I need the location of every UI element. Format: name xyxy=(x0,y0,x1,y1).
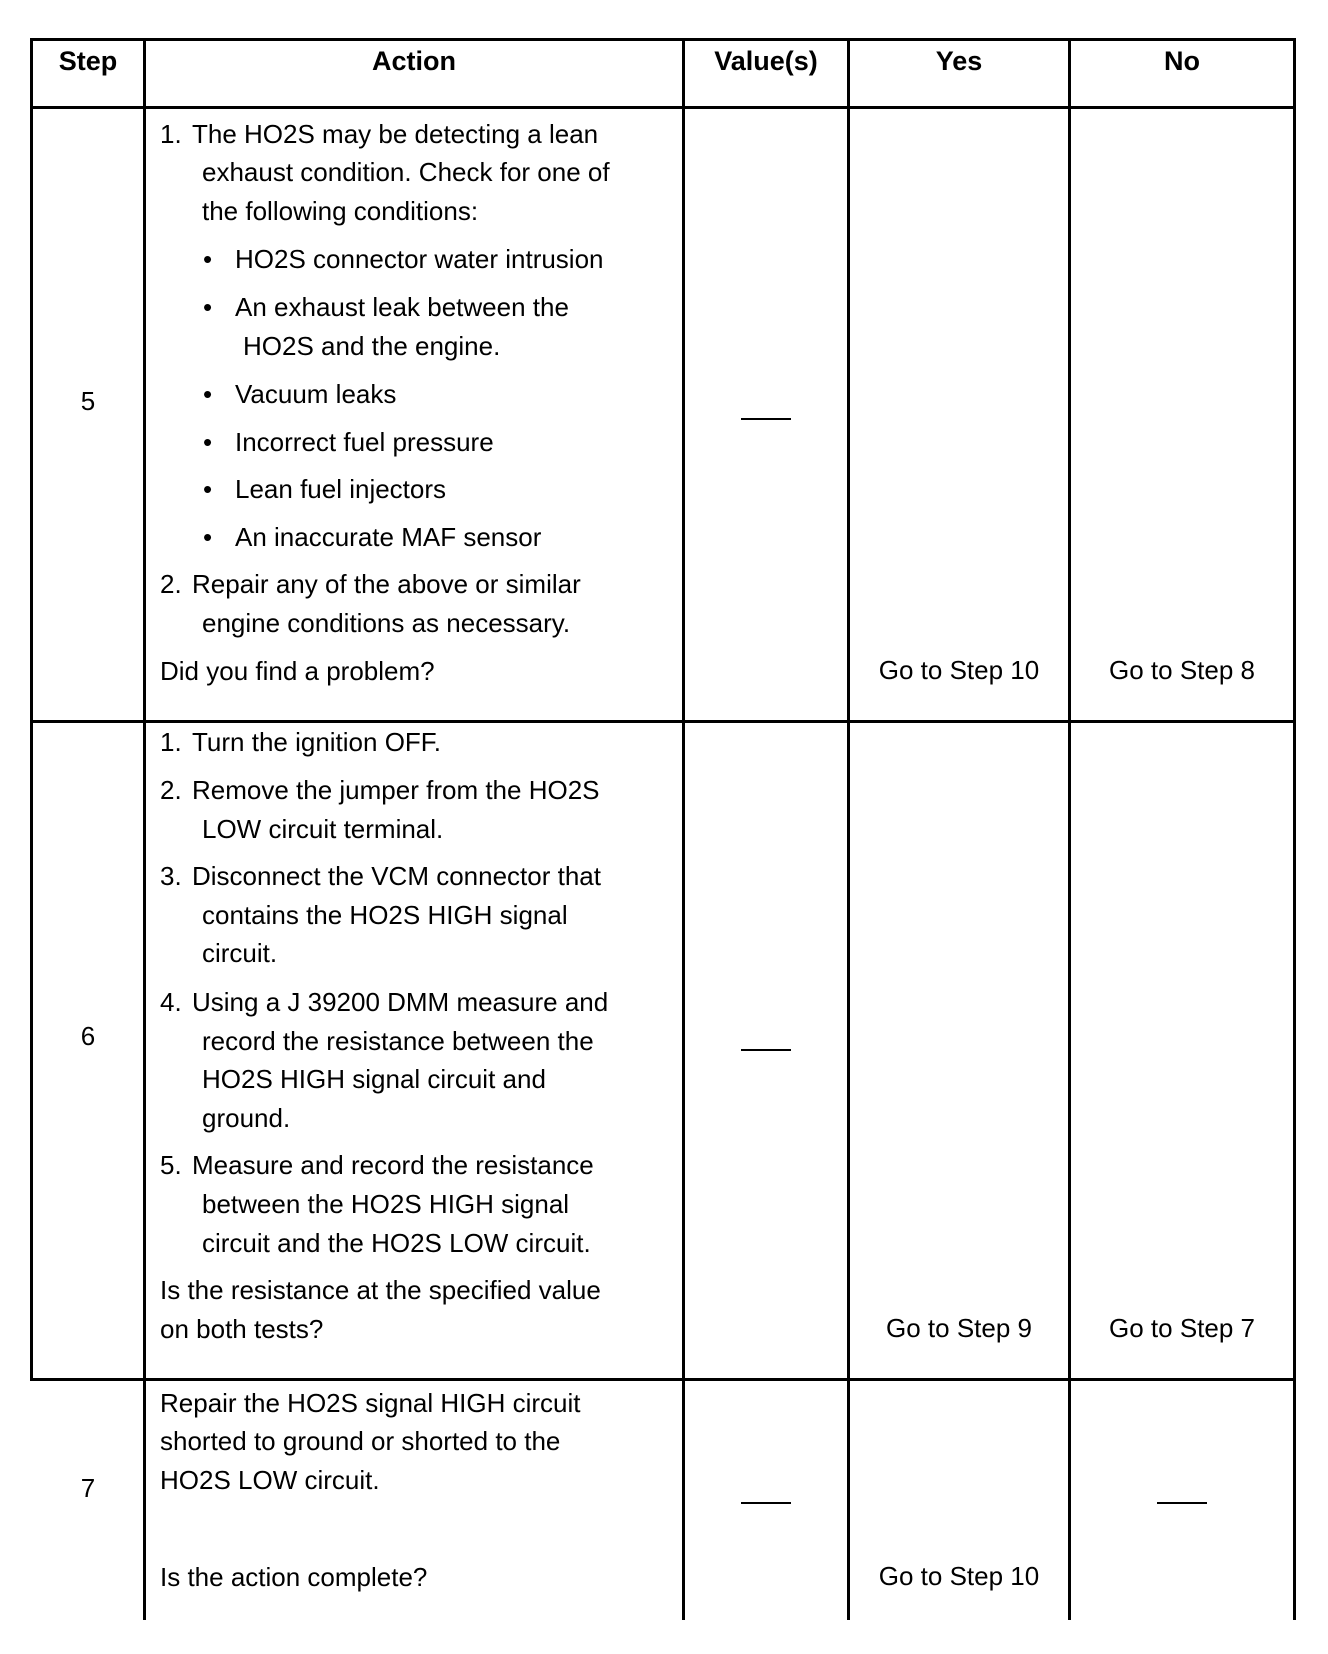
row6-item4-line2: record the resistance between the xyxy=(202,1026,594,1056)
row6-item3-line2: contains the HO2S HIGH signal xyxy=(202,900,568,930)
col-divider-value-yes xyxy=(847,38,850,1620)
header-no: No xyxy=(1164,46,1200,76)
row5-bullet-5: Lean fuel injectors xyxy=(235,474,447,504)
row5-item2-line1: Repair any of the above or similar xyxy=(192,569,581,599)
col-divider-yes-no xyxy=(1068,38,1071,1620)
row5-question: Did you find a problem? xyxy=(160,656,435,686)
row6-yes: Go to Step 9 xyxy=(886,1313,1032,1343)
row5-item1-line3: the following conditions: xyxy=(202,196,479,226)
row5-bullet-2: An exhaust leak between the xyxy=(235,292,569,322)
bullet-dot: • xyxy=(203,292,213,322)
row5-item2-num: 2. xyxy=(160,569,182,599)
row6-item4-line3: HO2S HIGH signal circuit and xyxy=(202,1064,546,1094)
row6-item2-line1: Remove the jumper from the HO2S xyxy=(192,775,600,805)
row6-item4-num: 4. xyxy=(160,987,182,1017)
header-values: Value(s) xyxy=(714,46,818,76)
header-step: Step xyxy=(58,46,118,76)
row-divider-6-7 xyxy=(30,1378,1296,1381)
row6-question-line1: Is the resistance at the specified value xyxy=(160,1275,601,1305)
row6-item3-line3: circuit. xyxy=(202,938,278,968)
row5-item2-line2: engine conditions as necessary. xyxy=(202,608,571,638)
row7-line1: Repair the HO2S signal HIGH circuit xyxy=(160,1388,581,1418)
row6-item3-num: 3. xyxy=(160,861,182,891)
row6-item4-line4: ground. xyxy=(202,1103,291,1133)
row6-value-dash xyxy=(741,1049,791,1051)
row6-item2-line2: LOW circuit terminal. xyxy=(202,814,444,844)
row5-bullet-6: An inaccurate MAF sensor xyxy=(235,522,542,552)
row5-no: Go to Step 8 xyxy=(1109,655,1255,685)
header-yes: Yes xyxy=(935,46,983,76)
row7-question: Is the action complete? xyxy=(160,1562,428,1592)
row6-question-line2: on both tests? xyxy=(160,1314,324,1344)
row5-item1-line2: exhaust condition. Check for one of xyxy=(202,157,610,187)
row5-item1-line1: The HO2S may be detecting a lean xyxy=(192,119,599,149)
row6-no: Go to Step 7 xyxy=(1109,1313,1255,1343)
row5-bullet-3: Vacuum leaks xyxy=(235,379,397,409)
row5-bullet-2-cont: HO2S and the engine. xyxy=(243,331,501,361)
step-number-6: 6 xyxy=(80,1021,96,1051)
row7-line2: shorted to ground or shorted to the xyxy=(160,1426,561,1456)
header-action: Action xyxy=(372,46,456,76)
bullet-dot: • xyxy=(203,474,213,504)
row6-item1-line1: Turn the ignition OFF. xyxy=(192,727,442,757)
row6-item5-line2: between the HO2S HIGH signal xyxy=(202,1189,570,1219)
header-divider xyxy=(30,106,1296,109)
row6-item5-line3: circuit and the HO2S LOW circuit. xyxy=(202,1228,591,1258)
row7-value-dash xyxy=(741,1502,791,1504)
bullet-dot: • xyxy=(203,379,213,409)
bullet-dot: • xyxy=(203,244,213,274)
row7-yes: Go to Step 10 xyxy=(878,1561,1040,1591)
row6-item2-num: 2. xyxy=(160,775,182,805)
row7-line3: HO2S LOW circuit. xyxy=(160,1465,380,1495)
row5-value-dash xyxy=(741,418,791,420)
bullet-dot: • xyxy=(203,427,213,457)
table-left-border xyxy=(30,38,33,1380)
step-number-7: 7 xyxy=(80,1473,96,1503)
row6-item3-line1: Disconnect the VCM connector that xyxy=(192,861,601,891)
row6-item1-num: 1. xyxy=(160,727,182,757)
col-divider-action-value xyxy=(682,38,685,1620)
col-divider-step-action xyxy=(143,38,146,1620)
table-right-border xyxy=(1293,38,1296,1620)
step-number-5: 5 xyxy=(80,386,96,416)
bullet-dot: • xyxy=(203,522,213,552)
row5-bullet-1: HO2S connector water intrusion xyxy=(235,244,604,274)
row5-yes: Go to Step 10 xyxy=(878,655,1040,685)
row6-item4-line1: Using a J 39200 DMM measure and xyxy=(192,987,609,1017)
table-top-border xyxy=(30,38,1296,41)
row5-item1-num: 1. xyxy=(160,119,182,149)
row7-no-dash xyxy=(1157,1502,1207,1504)
row6-item5-line1: Measure and record the resistance xyxy=(192,1150,594,1180)
row6-item5-num: 5. xyxy=(160,1150,182,1180)
row5-bullet-4: Incorrect fuel pressure xyxy=(235,427,494,457)
